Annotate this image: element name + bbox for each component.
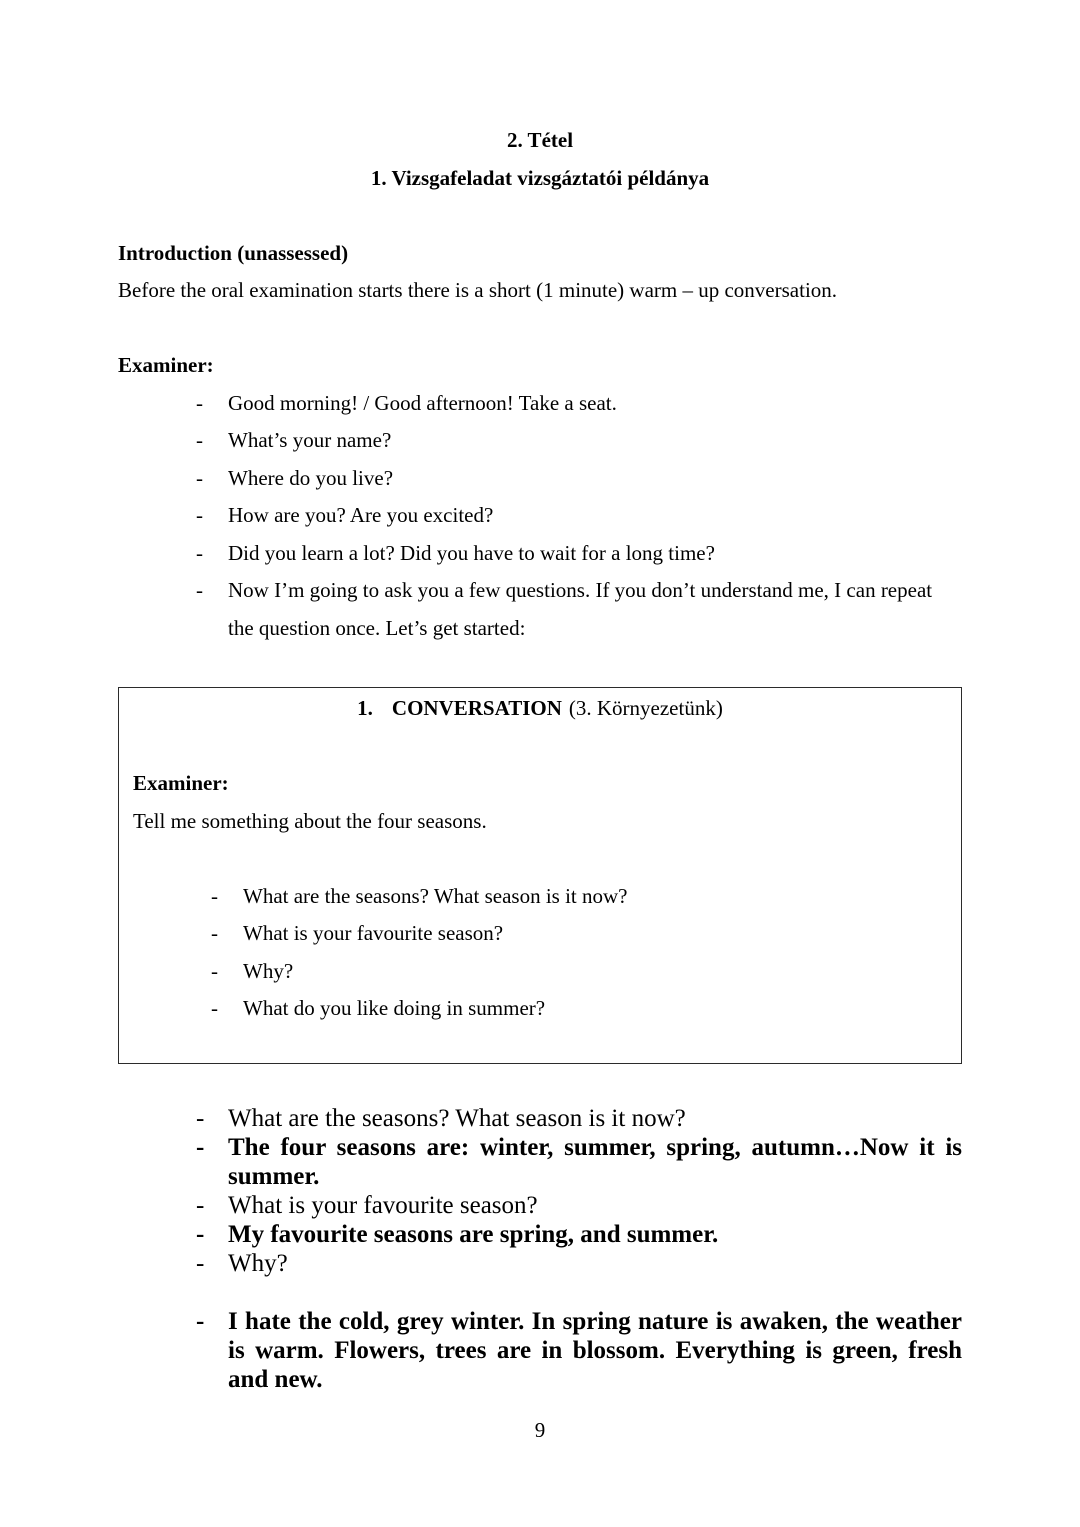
- answer-item: [118, 1133, 962, 1191]
- list-item: [118, 460, 962, 498]
- blank-line: [118, 310, 962, 348]
- list-item: [133, 878, 947, 916]
- blank-line: [133, 728, 947, 766]
- list-item: [133, 990, 947, 1028]
- dash-marker: -: [196, 578, 203, 602]
- answer-item-text: The four seasons are: winter, summer, spring, autumn…Now it is summer.: [228, 1133, 962, 1190]
- doc-title: 2. Tétel: [506, 128, 574, 152]
- answer-item: [118, 1191, 962, 1220]
- final-answer-text: I hate the cold, grey winter. In spring nature is awaken, the weather is warm. Flowers, trees are in blossom. Everything is green, fresh and new.: [228, 1307, 962, 1393]
- box-examiner-heading: Examiner:: [133, 771, 229, 795]
- list-item-text: What is your favourite season?: [243, 921, 504, 945]
- box-title-suffix: (3. Környezetünk): [568, 696, 723, 720]
- list-item: [118, 385, 962, 423]
- box-title: [133, 690, 947, 728]
- list-item-text: Good morning! / Good afternoon! Take a seat.: [228, 390, 617, 415]
- answer-item: [118, 1220, 962, 1249]
- answers-section: [118, 1104, 962, 1394]
- box-title-main: CONVERSATION: [391, 696, 562, 720]
- dash-marker: -: [196, 1307, 205, 1335]
- box-title-number: 1.: [357, 696, 373, 720]
- list-item: [133, 953, 947, 991]
- list-item: [133, 915, 947, 953]
- answer-item-text: My favourite seasons are spring, and summer.: [228, 1220, 719, 1248]
- dash-marker: -: [196, 1104, 205, 1132]
- box-question-list: [133, 878, 947, 1028]
- dash-marker: -: [196, 465, 203, 490]
- dash-marker: -: [211, 883, 218, 908]
- intro-body: Before the oral examination starts there is a short (1 minute) warm – up conversation.: [118, 278, 838, 302]
- dash-marker: -: [196, 1220, 205, 1248]
- warmup-question-list: [118, 385, 962, 648]
- list-item-text: What’s your name?: [228, 428, 392, 452]
- list-item-text: What are the seasons? What season is it now?: [243, 883, 628, 908]
- list-item: [118, 572, 962, 647]
- list-item: [118, 535, 962, 573]
- list-item-text: Why?: [243, 958, 294, 983]
- answer-item-text: What are the seasons? What season is it now?: [228, 1104, 686, 1132]
- dash-marker: -: [196, 503, 203, 527]
- dash-marker: -: [196, 390, 203, 415]
- dash-marker: -: [211, 958, 218, 983]
- list-item-text: How are you? Are you excited?: [228, 503, 494, 527]
- dash-marker: -: [211, 996, 218, 1020]
- intro-heading: Introduction (unassessed): [118, 240, 349, 265]
- blank-line: [118, 1278, 962, 1307]
- dash-marker: -: [196, 1133, 205, 1161]
- list-item: [118, 497, 962, 535]
- box-prompt: Tell me something about the four seasons.: [133, 808, 487, 833]
- examiner-heading: Examiner:: [118, 353, 214, 377]
- dash-marker: -: [211, 921, 218, 945]
- blank-line: [118, 197, 962, 235]
- list-item-text: What do you like doing in summer?: [243, 996, 546, 1020]
- page-number: 9: [534, 1417, 546, 1442]
- answer-item-text: What is your favourite season?: [228, 1191, 538, 1219]
- final-answer-item: [118, 1307, 962, 1394]
- list-item-text: Now I’m going to ask you a few questions. If you don’t understand me, I can repeat the question once. Let’s get started:: [228, 578, 933, 640]
- dash-marker: -: [196, 428, 203, 452]
- blank-line: [133, 840, 947, 878]
- answers-list: [118, 1104, 962, 1278]
- answer-item-text: Why?: [228, 1249, 288, 1277]
- list-item-text: Did you learn a lot? Did you have to wait for a long time?: [228, 540, 715, 565]
- list-item-text: Where do you live?: [228, 465, 394, 490]
- answer-item: [118, 1104, 962, 1133]
- dash-marker: -: [196, 540, 203, 565]
- dash-marker: -: [196, 1191, 205, 1219]
- answer-item: [118, 1249, 962, 1278]
- conversation-box: [118, 687, 962, 1064]
- doc-subtitle: 1. Vizsgafeladat vizsgáztatói példánya: [370, 165, 710, 190]
- dash-marker: -: [196, 1249, 205, 1277]
- list-item: [118, 422, 962, 460]
